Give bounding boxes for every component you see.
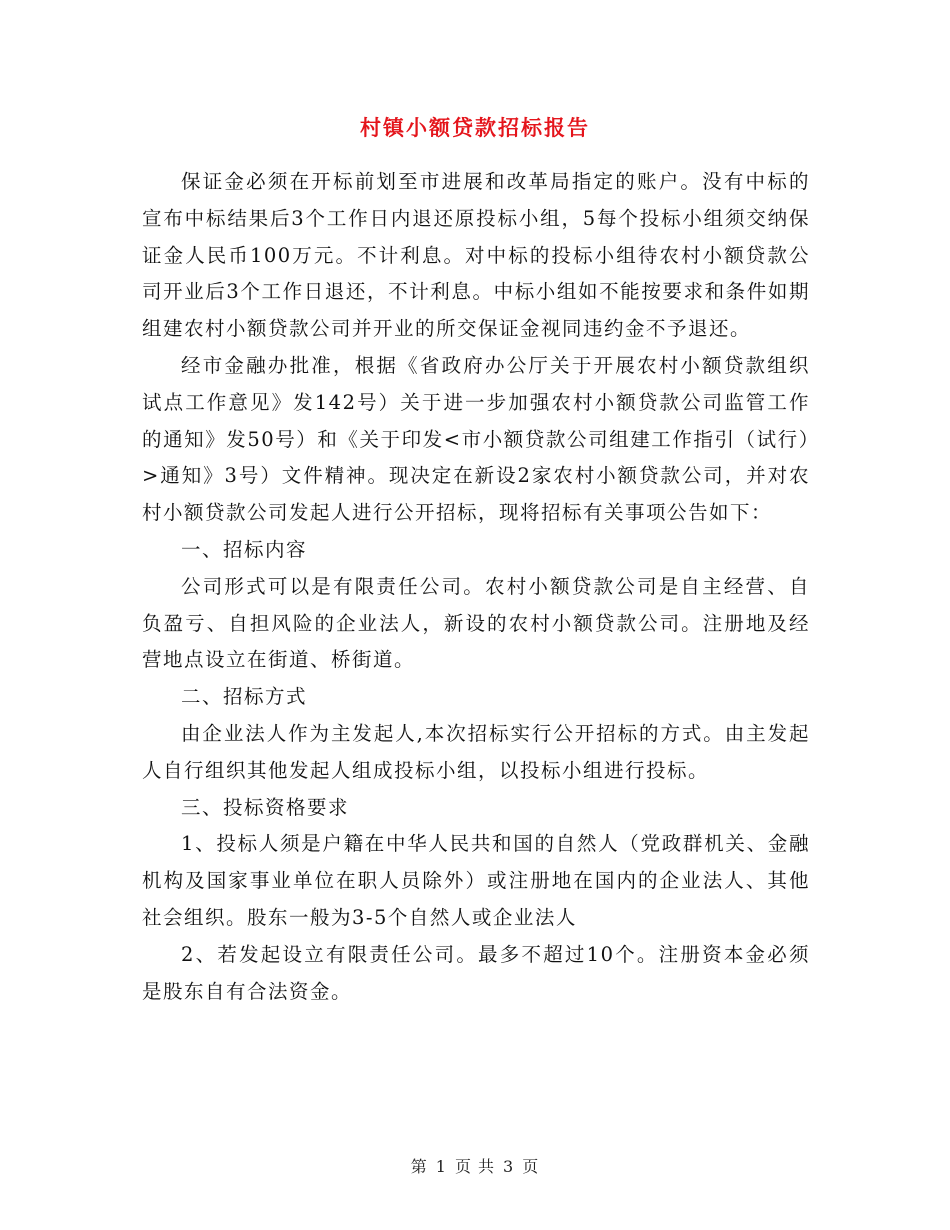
paragraph-deposit: 保证金必须在开标前划至市进展和改革局指定的账户。没有中标的宣布中标结果后3个工作日内退还原投标小组，5每个投标小组须交纳保证金人民币100万元。不计利息。对中标的投标小组待农村小额贷款公司开业后3个工作日退还，不计利息。中标小组如不能按要求和条件如期组建农村小额贷款公司并开业的所交保证金视同违约金不予退还。: [142, 170, 810, 341]
paragraph-method: 由企业法人作为主发起人,本次招标实行公开招标的方式。由主发起人自行组织其他发起人组成投标小组，以投标小组进行投标。: [142, 721, 810, 782]
paragraph-company-form: 公司形式可以是有限责任公司。农村小额贷款公司是自主经营、自负盈亏、自担风险的企业法人，新设的农村小额贷款公司。注册地及经营地点设立在街道、桥街道。: [142, 574, 810, 672]
page-current: 1: [435, 1157, 447, 1176]
document-body: [142, 164, 810, 1010]
page-total: 3: [503, 1157, 515, 1176]
page-number-footer: [0, 1154, 950, 1177]
paragraph-announcement: 经市金融办批准，根据《省政府办公厅关于开展农村小额贷款组织试点工作意见》发142号）关于进一步加强农村小额贷款公司监管工作的通知》发50号）和《关于印发<市小额贷款公司组建工作指引（试行）>通知》3号）文件精神。现决定在新设2家农村小额贷款公司，并对农村小额贷款公司发起人进行公开招标，现将招标有关事项公告如下：: [142, 353, 810, 525]
section-heading-qualification: 三、投标资格要求: [181, 795, 350, 819]
page-label-mid: 页 共: [454, 1157, 496, 1176]
document-title: 村镇小额贷款招标报告: [360, 116, 590, 140]
paragraph-qualification-2: 2、若发起设立有限责任公司。最多不超过10个。注册资本金必须是股东自有合法资金。: [142, 942, 810, 1003]
page-label-suffix: 页: [522, 1157, 540, 1176]
page-label-prefix: 第: [410, 1157, 428, 1176]
paragraph-qualification-1: 1、投标人须是户籍在中华人民共和国的自然人（党政群机关、金融机构及国家事业单位在职人员除外）或注册地在国内的企业法人、其他社会组织。股东一般为3-5个自然人或企业法人: [142, 832, 810, 929]
section-heading-content: 一、招标内容: [181, 537, 308, 561]
section-heading-method: 二、招标方式: [181, 685, 308, 709]
